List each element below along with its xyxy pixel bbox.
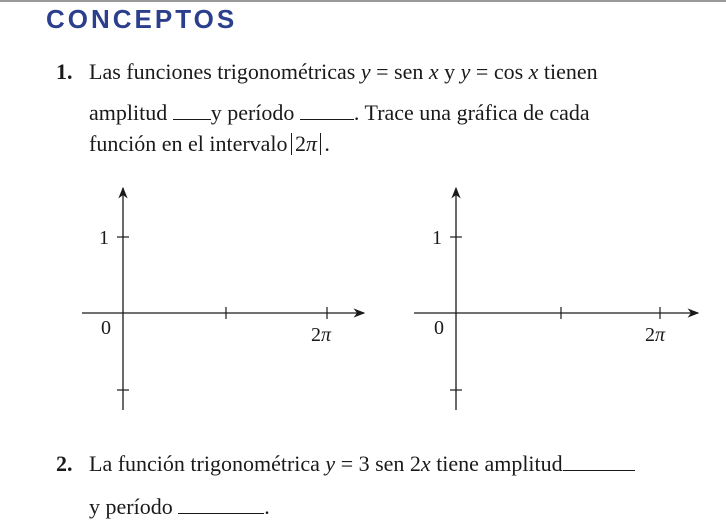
p2-amplitude-blank[interactable] [563, 452, 635, 471]
p1-connector: y [438, 59, 461, 84]
p1-interval-num: 2 [294, 131, 306, 156]
p1-interval-sym: π [305, 131, 317, 156]
problem-2-line-2 [89, 494, 270, 520]
graph-2-origin-label: 0 [434, 317, 444, 339]
p1-amplitud-label: amplitud [89, 100, 173, 125]
p1-periodo-label: y período [210, 100, 300, 125]
p1-eq1-mid: = sen [370, 59, 429, 84]
p1-eq1-arg: x [428, 59, 439, 84]
p1-eq1-var: y [360, 59, 371, 84]
problem-1-number: 1. [56, 59, 73, 84]
graph-1-origin-label: 0 [101, 317, 111, 339]
problem-2-line-1 [89, 451, 635, 477]
p2-mid: = 3 sen 2 [335, 451, 421, 476]
p2-periodo-label: y período [89, 494, 179, 519]
p2-end: . [264, 494, 270, 519]
p1-eq2-var: y [460, 59, 471, 84]
p2-prefix: La función trigonométrica [89, 451, 326, 476]
section-heading: CONCEPTOS [46, 4, 238, 34]
p1-interval-end: . [324, 131, 330, 156]
p2-suffix: tiene amplitud [430, 451, 563, 476]
p1-interval-text: función en el intervalo [89, 131, 288, 156]
p2-arg: x [420, 451, 431, 476]
graph-2-x-label: 2π [645, 324, 666, 346]
p1-eq2-arg: x [528, 59, 539, 84]
p1-suffix: tienen [538, 59, 598, 84]
p1-eq2-mid: = cos [470, 59, 529, 84]
problem-2-number: 2. [56, 451, 73, 476]
p2-period-blank[interactable] [178, 495, 264, 514]
graph-1-y-label: 1 [99, 227, 109, 249]
p2-var: y [325, 451, 336, 476]
p1-trace-text: . Trace una gráfica de cada [353, 100, 590, 125]
p1-prefix: Las funciones trigonométricas [89, 59, 361, 84]
graph-2-y-label: 1 [432, 227, 442, 249]
graph-1-x-label: 2π [311, 324, 332, 346]
